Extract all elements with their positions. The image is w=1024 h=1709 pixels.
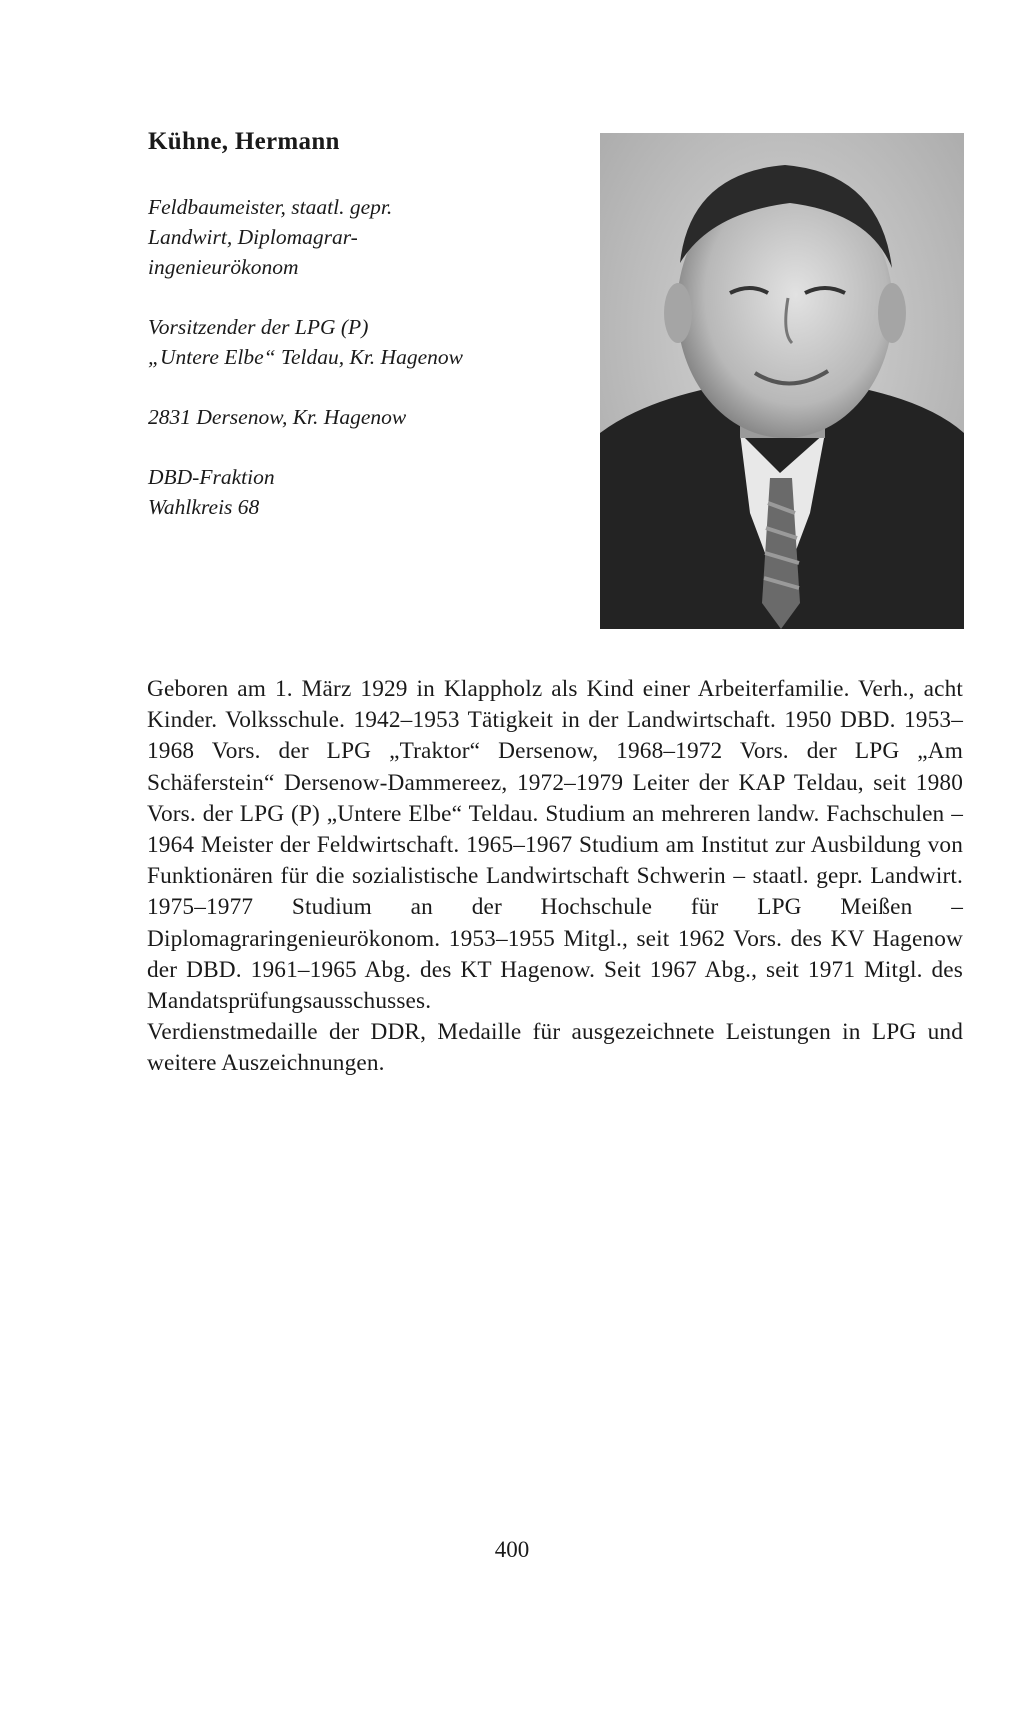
faction: DBD-Fraktion [148,465,275,489]
profession-line-1: Feldbaumeister, staatl. gepr. [148,195,393,219]
profession-line-3: ingenieurökonom [148,255,299,279]
entry-name: Kühne, Hermann [148,128,340,155]
constituency: Wahlkreis 68 [148,495,260,519]
biography-paragraph-2: Verdienstmedaille der DDR, Medaille für ausgezeichnete Leistungen in LPG und weitere Auszeichnungen. [147,1019,963,1077]
page-number: 400 [494,1537,530,1562]
entry-details [148,192,463,522]
profession-line-2: Landwirt, Diplomagrar- [148,225,358,249]
position-line-1: Vorsitzender der LPG (P) [148,315,369,339]
biography-paragraph-1: Geboren am 1. März 1929 in Klappholz als Kind einer Arbeiterfamilie. Verh., acht Kinder. Volksschule. 1942–1953 Tätigkeit in der Landwirtschaft. 1950 DBD. 1953–1968 Vors. der LPG „Traktor“ Dersenow, 1968–1972 Vors. der LPG „Am Schäferstein“ Dersenow-Dammereez, 1972–1979 Leiter der KAP Teldau, seit 1980 Vors. der LPG (P) „Untere Elbe“ Teldau. Studium an mehreren landw. Fachschulen – 1964 Meister der Feldwirtschaft. 1965–1967 Studium am Institut zur Ausbildung von Funktionären für die sozialistische Landwirtschaft Schwerin – staatl. gepr. Landwirt. 1975–1977 Studium an der Hochschule für LPG Meißen – Diplomagraringenieurökonom. 1953–1955 Mitgl., seit 1962 Vors. des KV Hagenow der DBD. 1961–1965 Abg. des KT Hagenow. Seit 1967 Abg., seit 1971 Mitgl. des Mandatsprüfungsausschusses. [147,676,963,1015]
address: 2831 Dersenow, Kr. Hagenow [148,405,407,429]
biography-text [147,674,963,1080]
portrait-photo [600,133,964,629]
position-line-2: „Untere Elbe“ Teldau, Kr. Hagenow [148,345,463,369]
